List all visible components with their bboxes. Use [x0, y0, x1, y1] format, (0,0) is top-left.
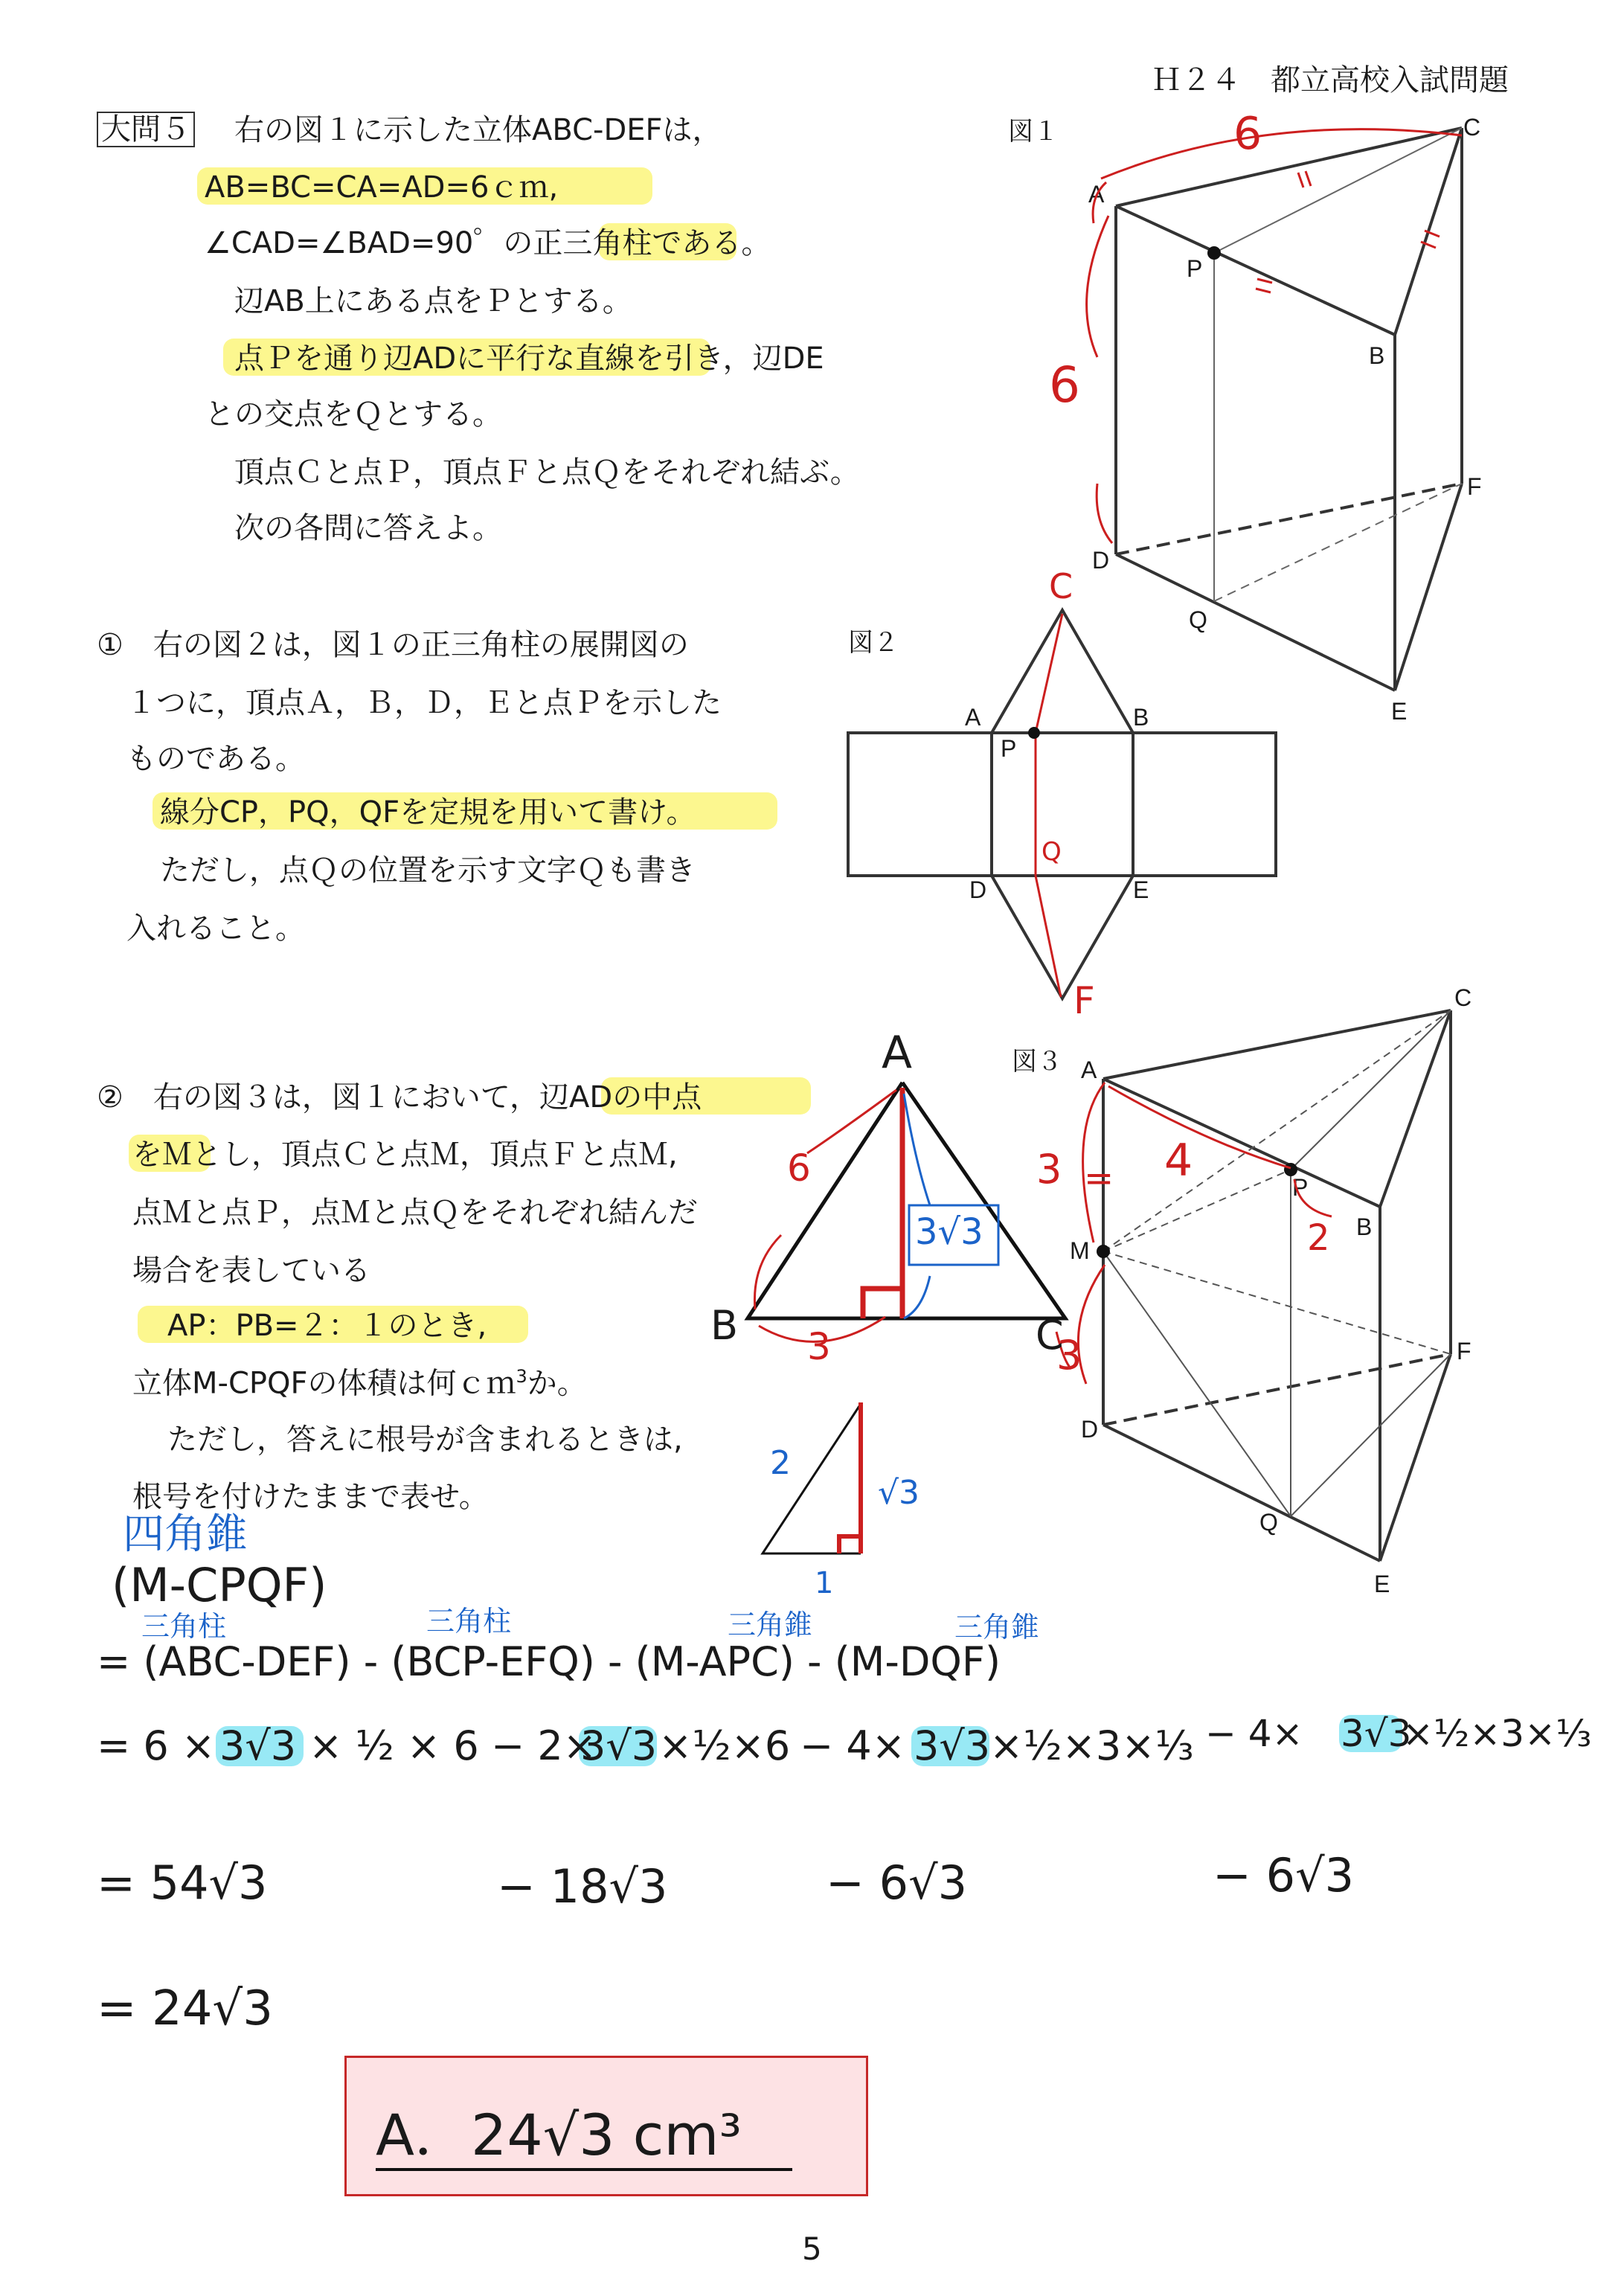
fig1-point-B: B: [1369, 342, 1385, 369]
fig1-point-F: F: [1467, 473, 1482, 500]
fig3-inner-lines: [1103, 1010, 1451, 1516]
fig2-point-P: P: [1001, 735, 1017, 762]
problem-line: との交点をＱとする。: [205, 397, 502, 432]
fig1-point-C: C: [1463, 114, 1481, 141]
solution-heading: 四角錐: [123, 1510, 248, 1559]
tri-note-height: 3√3: [915, 1211, 983, 1253]
fig2-note-C: C: [1049, 566, 1073, 606]
q2-tail: か。: [527, 1366, 587, 1401]
solution-step1-term: × ½ × 6: [309, 1722, 479, 1769]
tri-note-A: A: [882, 1027, 913, 1079]
solution-step1-term: = 6 ×: [97, 1722, 216, 1769]
fig3-note-4: 4: [1164, 1135, 1193, 1187]
fig3-label: 図３: [1012, 1047, 1062, 1077]
part-label: 三角柱: [426, 1605, 512, 1638]
solution-decomposition: = (ABC-DEF) - (BCP-EFQ) - (M-APC) - (M-DQF): [97, 1638, 1001, 1685]
fig3-point-E: E: [1374, 1571, 1390, 1597]
q1-line: ただし，点Ｑの位置を示す文字Ｑも書き: [160, 853, 696, 888]
fig1-point-Q: Q: [1189, 606, 1207, 633]
small-tri-note-1: 1: [815, 1566, 834, 1600]
fig1-point-A: A: [1088, 181, 1105, 208]
fig3-note-3-upper: 3: [1036, 1146, 1062, 1193]
tri-note-6: 6: [787, 1147, 811, 1190]
problem-line: 右の図１に示した立体ABC-DEFは，: [234, 113, 722, 147]
solution-step1-term: − 2×: [491, 1722, 597, 1769]
hand-triangle-height: [863, 1088, 902, 1318]
problem-line: ∠CAD=∠BAD=90゜の正三角柱である。: [205, 226, 771, 260]
final-answer: A．24√3 cm³: [376, 2102, 742, 2168]
fig3-point-A: A: [1081, 1056, 1097, 1083]
fig3-prism: [1103, 1010, 1451, 1561]
fig1-point-D: D: [1092, 547, 1110, 574]
tri-note-C: C: [1036, 1312, 1064, 1359]
fig1-point-P-dot: [1207, 246, 1221, 260]
q2-line: ② 右の図３は，図１において，辺ADの中点: [97, 1080, 702, 1115]
solution-step1-term: 3√3: [580, 1722, 658, 1769]
fig3-point-M: M: [1070, 1237, 1090, 1264]
q1-line: １つに，頂点Ａ，Ｂ，Ｄ，Ｅと点Ｐを示した: [126, 686, 722, 720]
fig2-point-D: D: [969, 876, 987, 903]
fig2-note-F: F: [1073, 979, 1095, 1022]
fig2-red-lines: [1036, 614, 1062, 997]
small-tri-note-root3: √3: [878, 1474, 920, 1512]
fig3-point-P-dot: [1284, 1163, 1297, 1176]
page-number: 5: [802, 2231, 822, 2267]
fig2-point-E: E: [1133, 876, 1149, 903]
q1-line: ものである。: [126, 742, 305, 776]
fig3-point-B: B: [1356, 1213, 1373, 1240]
problem-line: 次の各問に答えよ。: [234, 511, 502, 545]
solution-step1-term: 3√3: [1341, 1712, 1412, 1755]
fig3-point-F: F: [1457, 1338, 1471, 1365]
fig3-note-equals: =: [1084, 1158, 1114, 1199]
fig1-prism: [1116, 128, 1462, 690]
fig1-label: 図１: [1008, 117, 1059, 147]
fig1-point-E: E: [1391, 698, 1408, 725]
q2-volume-text: 立体M-CPQFの体積は何ｃｍ: [132, 1366, 516, 1401]
part-label: 三角錐: [954, 1611, 1040, 1644]
problem-tag: 大問５: [97, 112, 195, 147]
solution-step2-term: = 54√3: [97, 1856, 268, 1910]
q2-line: 場合を表している: [132, 1254, 370, 1288]
solution-step1-term: ×½×3×⅓: [989, 1722, 1194, 1769]
problem-line: 頂点Ｃと点Ｐ，頂点Ｆと点Ｑをそれぞれ結ぶ。: [234, 455, 860, 490]
fig3-point-M-dot: [1097, 1245, 1110, 1258]
part-label: 三角錐: [728, 1609, 813, 1641]
fig2-point-P-dot: [1028, 727, 1040, 739]
solution-solid: (M-CPQF): [112, 1558, 327, 1612]
fig1-red-marks: [1087, 129, 1462, 543]
fig2-point-B: B: [1133, 704, 1149, 731]
fig1-point-P: P: [1187, 255, 1203, 282]
fig2-point-A: A: [965, 704, 981, 731]
solution-step1-term: ×½×3×⅓: [1402, 1712, 1592, 1755]
fig3-note-3-lower: 3: [1056, 1332, 1082, 1379]
source-header: Ｈ２４ 都立高校入試問題: [1152, 63, 1509, 97]
solution-step1-term: ×½×6: [658, 1722, 791, 1769]
q1-line: ① 右の図２は，図１の正三角柱の展開図の: [97, 628, 689, 662]
tri-note-B: B: [710, 1302, 739, 1349]
fig3-red-marks: [1078, 1083, 1332, 1384]
fig3-point-C: C: [1454, 984, 1472, 1011]
hand-triangle-marks: [754, 1090, 1071, 1369]
cube-superscript: 3: [516, 1366, 527, 1387]
hand-triangle-blue-marks: [904, 1094, 998, 1318]
solution-step2-term: − 6√3: [826, 1856, 968, 1910]
hand-triangle: [748, 1083, 1065, 1318]
problem-line: 点Ｐを通り辺ADに平行な直線を引き，辺DE: [234, 341, 824, 376]
small-tri-note-2: 2: [770, 1444, 791, 1482]
solution-step1-term: 3√3: [914, 1722, 991, 1769]
q1-line: 線分CP，PQ，QFを定規を用いて書け。: [160, 795, 696, 830]
solution-step1-term: − 4×: [1205, 1712, 1303, 1755]
fig3-point-Q: Q: [1259, 1509, 1278, 1536]
fig3-point-D: D: [1081, 1416, 1099, 1443]
problem-line: AB=BC=CA=AD=6ｃｍ,: [205, 170, 559, 205]
solution-step1-term: − 4×: [800, 1722, 906, 1769]
fig3-note-2: 2: [1307, 1217, 1330, 1259]
q2-line: ただし，答えに根号が含まれるときは,: [167, 1423, 683, 1457]
fig1-note-side: 6: [1049, 356, 1080, 414]
solution-step2-term: − 6√3: [1213, 1848, 1355, 1902]
q2-line: 点Ｍと点Ｐ，点Ｍと点Ｑをそれぞれ結んだ: [132, 1196, 698, 1230]
solution-step3: = 24√3: [97, 1981, 273, 2036]
problem-line: 辺AB上にある点をＰとする。: [234, 284, 632, 318]
tri-note-3: 3: [807, 1325, 831, 1368]
fig2-note-Q: Q: [1042, 837, 1062, 867]
solution-step1-term: 3√3: [219, 1722, 297, 1769]
fig3-point-P: P: [1292, 1174, 1309, 1201]
q2-line: AP：PB=２：１のとき,: [167, 1309, 487, 1343]
part-label: 三角柱: [141, 1610, 227, 1643]
q1-line: 入れること。: [126, 911, 305, 946]
fig1-note-top: 6: [1233, 108, 1262, 160]
solution-step2-term: − 18√3: [497, 1859, 668, 1914]
fig2-net: [848, 606, 1276, 998]
q2-line: 根号を付けたままで表せ。: [132, 1480, 489, 1514]
q2-line: をＭとし，頂点Ｃと点Ｍ，頂点Ｆと点Ｍ,: [132, 1138, 678, 1172]
fig2-label: 図２: [848, 628, 899, 658]
